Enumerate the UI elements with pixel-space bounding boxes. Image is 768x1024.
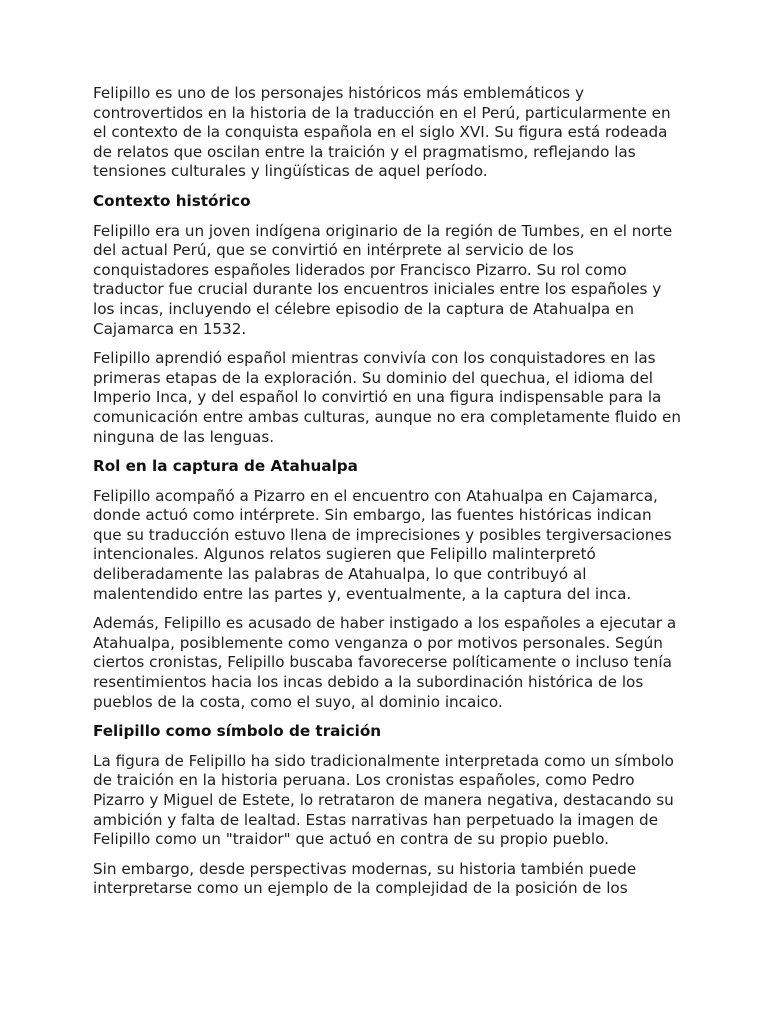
intro-paragraph: Felipillo es uno de los personajes históricos más emblemáticos y controvertidos en la historia de la traducción en el Perú, particularmente en el contexto de la conquista española en el siglo XVI. Su figura está rodeada de relatos que oscilan entre la traición y el pragmatismo, reflejando las tensiones culturales y lingüísticas de aquel período. (93, 84, 671, 181)
paragraph: La figura de Felipillo ha sido tradicionalmente interpretada como un símbolo de traición en la historia peruana. Los cronistas españoles, como Pedro Pizarro y Miguel de Estete, lo retrataron de manera negativa, destacando su ambición y falta de lealtad. Estas narrativas han perpetuado la imagen de Felipillo como un "traidor" que actuó en contra de su propio pueblo. (93, 751, 674, 849)
paragraph: Felipillo acompañó a Pizarro en el encuentro con Atahualpa en Cajamarca, donde actuó como intérprete. Sin embargo, las fuentes históricas indican que su traducción estuvo llena de imprecisiones y posibles tergiversaciones intencionales. Algunos relatos sugieren que Felipillo malinterpretó deliberadamente las palabras de Atahualpa, lo que contribuyó al malentendido entre las partes y, eventualmente, a la captura del inca. (93, 486, 672, 603)
paragraph: Además, Felipillo es acusado de haber instigado a los españoles a ejecutar a Atahualpa, posiblemente como venganza o por motivos personales. Según ciertos cronistas, Felipillo buscaba favorecerse políticamente o incluso tenía resentimientos hacia los incas debido a la subordinación histórica de los pueblos de la costa, como el suyo, al dominio incaico. (93, 614, 677, 711)
paragraph: Felipillo aprendió español mientras convivía con los conquistadores en las primeras etapas de la exploración. Su dominio del quechua, el idioma del Imperio Inca, y del español lo convirtió en una figura indispensable para la comunicación entre ambas culturas, aunque no era completamente fluido en ninguna de las lenguas. (93, 349, 681, 446)
section-heading-historical-context: Contexto histórico (93, 191, 251, 210)
paragraph: Sin embargo, desde perspectivas modernas, su historia también puede interpretarse como un ejemplo de la complejidad de la posición de los (93, 859, 637, 898)
section-heading-capture-role: Rol en la captura de Atahualpa (93, 457, 358, 476)
section-heading-betrayal-symbol: Felipillo como símbolo de traición (93, 722, 382, 741)
paragraph: Felipillo era un joven indígena originario de la región de Tumbes, en el norte del actual Perú, que se convirtió en intérprete al servicio de los conquistadores españoles liderados por Francisco Pizarro. Su rol como traductor fue crucial durante los encuentros iniciales entre los españoles y los incas, incluyendo el célebre episodio de la captura de Atahualpa en Cajamarca en 1532. (93, 221, 673, 338)
document-page (93, 84, 683, 909)
